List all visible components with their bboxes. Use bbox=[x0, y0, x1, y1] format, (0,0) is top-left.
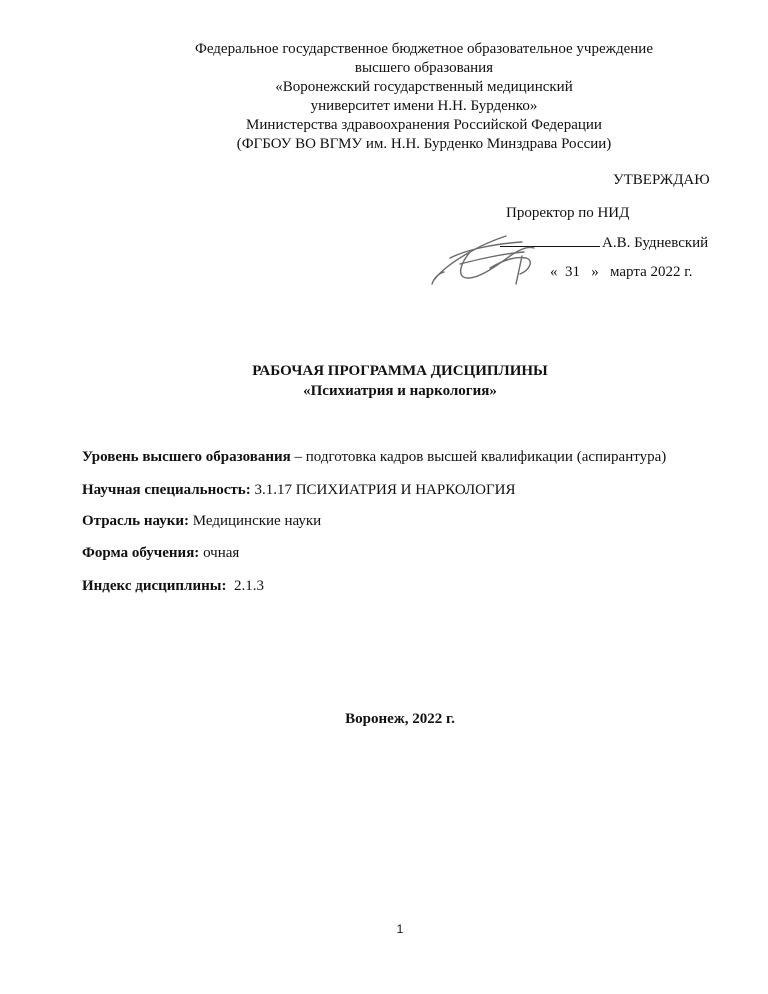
date-day: 31 bbox=[565, 264, 580, 280]
header-line: университет имени Н.Н. Бурденко» bbox=[310, 98, 538, 114]
header-line: «Воронежский государственный медицинский bbox=[275, 79, 573, 95]
field-discipline-index bbox=[82, 578, 264, 595]
field-value: 2.1.3 bbox=[226, 578, 264, 594]
approval-position: Проректор по НИД bbox=[506, 205, 630, 221]
header-line: (ФГБОУ ВО ВГМУ им. Н.Н. Бурденко Минздрава России) bbox=[236, 136, 612, 152]
date-quote-close: » bbox=[591, 264, 599, 280]
field-study-form bbox=[82, 545, 239, 562]
field-education-level bbox=[82, 449, 666, 466]
field-science-branch bbox=[82, 513, 321, 530]
field-value: очная bbox=[199, 545, 240, 561]
header-line: Федеральное государственное бюджетное образовательное учреждение bbox=[194, 41, 653, 57]
program-title: РАБОЧАЯ ПРОГРАММА ДИСЦИПЛИНЫ bbox=[252, 363, 548, 379]
signer-name: А.В. Будневский bbox=[602, 235, 709, 251]
program-title-block bbox=[0, 361, 768, 401]
field-value: 3.1.17 ПСИХИАТРИЯ И НАРКОЛОГИЯ bbox=[250, 482, 516, 498]
header-line: высшего образования bbox=[354, 60, 494, 76]
field-value: – подготовка кадров высшей квалификации (аспирантура) bbox=[290, 449, 667, 465]
field-label: Форма обучения: bbox=[82, 545, 200, 561]
date-month-year: марта 2022 г. bbox=[610, 264, 693, 280]
field-label: Уровень высшего образования bbox=[82, 449, 291, 465]
discipline-name: «Психиатрия и наркология» bbox=[303, 383, 497, 399]
field-label: Научная специальность: bbox=[82, 482, 251, 498]
institution-header bbox=[0, 40, 768, 154]
header-line: Министерства здравоохранения Российской Федерации bbox=[246, 117, 602, 133]
approval-title: УТВЕРЖДАЮ bbox=[613, 172, 710, 188]
handwritten-signature-icon bbox=[430, 222, 560, 292]
page-number: 1 bbox=[396, 922, 404, 936]
approval-date bbox=[550, 264, 768, 281]
field-label: Индекс дисциплины: bbox=[82, 578, 227, 594]
city-year: Воронеж, 2022 г. bbox=[345, 711, 455, 727]
field-scientific-specialty bbox=[82, 482, 515, 499]
field-value: Медицинские науки bbox=[188, 513, 322, 529]
field-label: Отрасль науки: bbox=[82, 513, 189, 529]
date-quote-open: « bbox=[550, 264, 558, 280]
